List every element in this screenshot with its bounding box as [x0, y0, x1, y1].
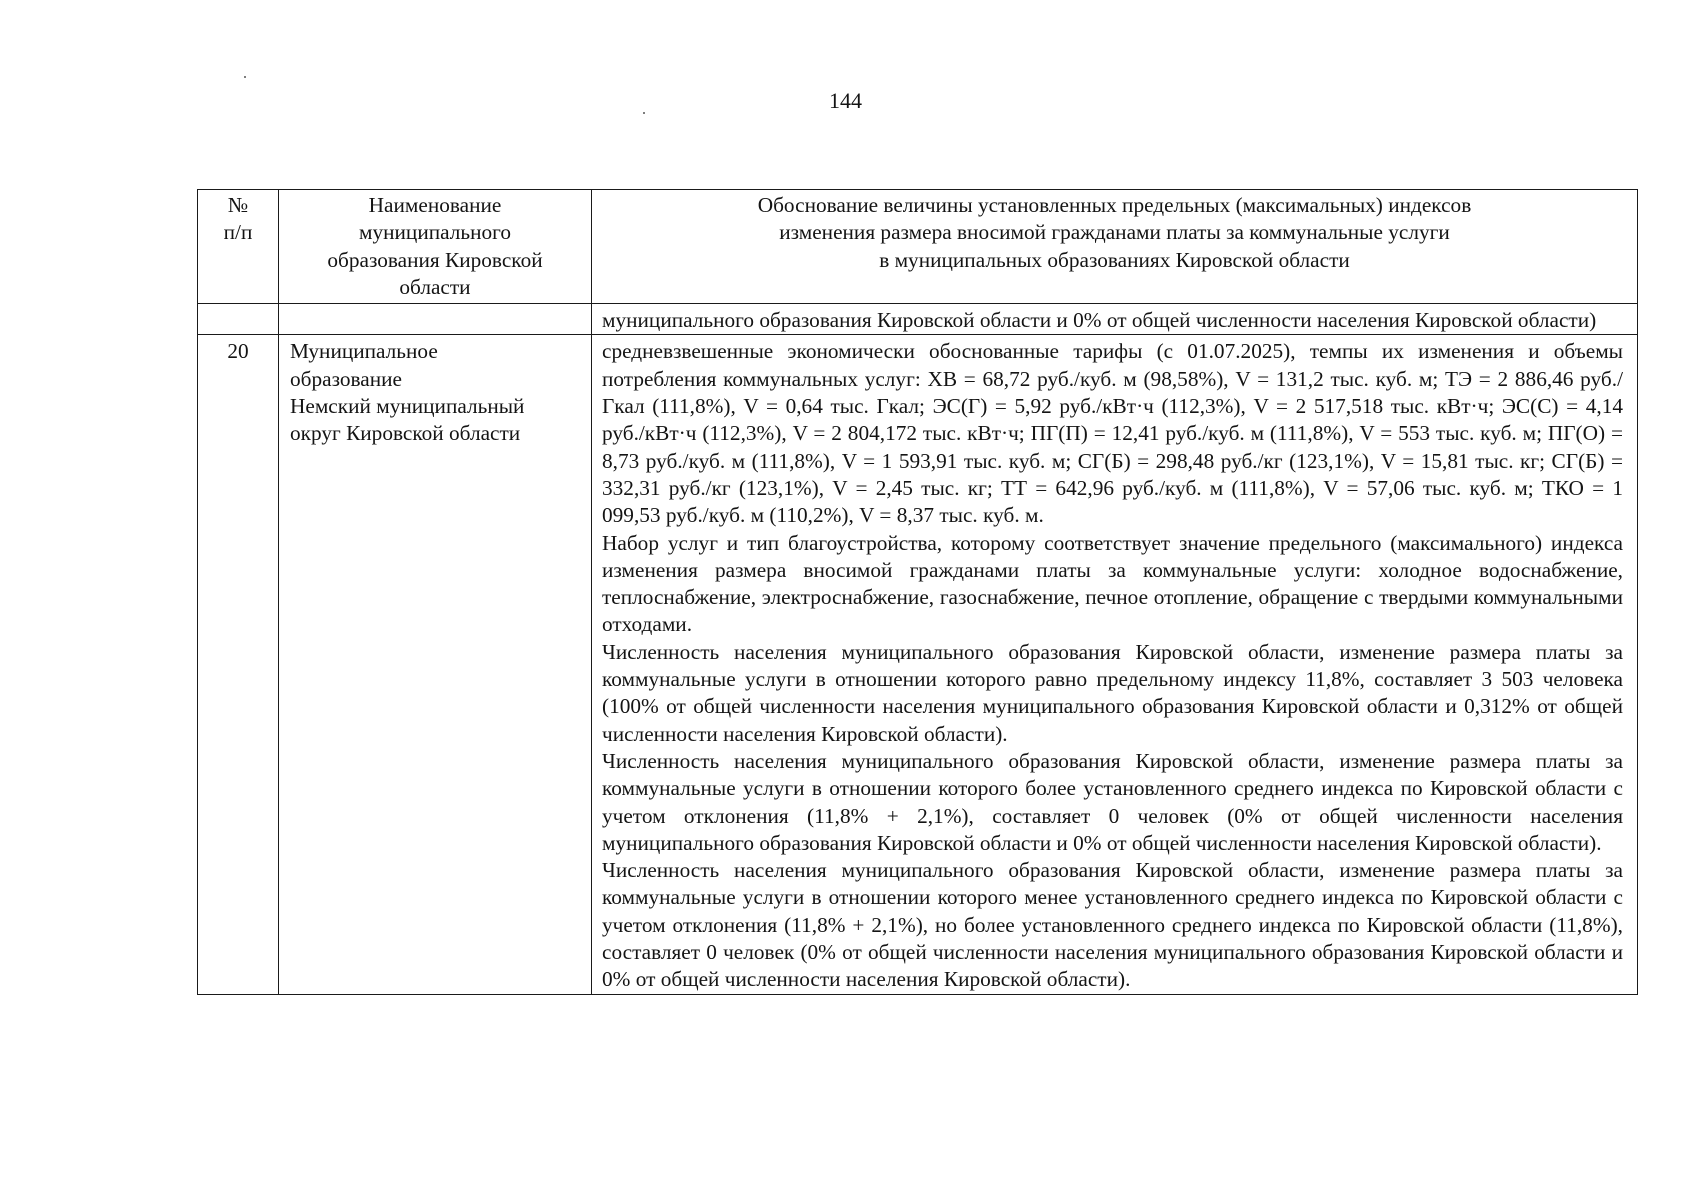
- header-justification-cell: [592, 190, 1638, 304]
- header-justification-line: изменения размера вносимой гражданами платы за коммунальные услуги: [779, 220, 1450, 245]
- row-number-cell: 20: [198, 335, 279, 994]
- header-name-line: образования Кировской: [327, 247, 543, 272]
- table-row-20: [198, 335, 1638, 994]
- header-number-line: №: [227, 193, 249, 217]
- population-below-index-paragraph: Численность населения муниципального образования Кировской области, изменение размера платы за коммунальные услуги в отношении которого менее установленного среднего индекса по Кировской области с учетом отклонения (11,8% + 2,1%), но более установленного среднего индекса по Кировской области (11,8%), составляет 0 человек (0% от общей численности населения муниципального образования Кировской области и 0% от общей численности населения Кировской области).: [602, 858, 1623, 992]
- header-justification-line: Обоснование величины установленных предельных (максимальных) индексов: [757, 193, 1472, 217]
- table-header-row: [198, 190, 1638, 304]
- continuation-row: [198, 304, 1638, 335]
- header-name-cell: [279, 190, 592, 304]
- continuation-number-cell: [198, 304, 279, 335]
- population-equal-index-paragraph: Численность населения муниципального образования Кировской области, изменение размера платы за коммунальные услуги в отношении которого равно предельному индексу 11,8%, составляет 3 503 человека (100% от общей численности населения муниципального образования Кировской области и 0,312% от общей численности населения Кировской области).: [602, 639, 1623, 746]
- municipality-name-cell: [279, 335, 592, 994]
- tariff-justification-table: [197, 189, 1638, 995]
- header-name-line: Наименование: [368, 193, 502, 217]
- header-number-line: п/п: [223, 220, 253, 245]
- justification-text-cell: [592, 335, 1638, 994]
- continuation-name-cell: [279, 304, 592, 335]
- header-number-cell: [198, 190, 279, 304]
- continuation-paragraph: муниципального образования Кировской области и 0% от общей численности населения Кировской области): [602, 308, 1597, 333]
- municipality-name-line: Немский муниципальный: [290, 394, 525, 419]
- population-above-index-paragraph: Численность населения муниципального образования Кировской области, изменение размера платы за коммунальные услуги в отношении которого более установленного среднего индекса по Кировской области с учетом отклонения (11,8% + 2,1%), составляет 0 человек (0% от общей численности населения муниципального образования Кировской области и 0% от общей численности населения Кировской области).: [602, 748, 1623, 855]
- scan-speck: [244, 76, 246, 78]
- header-justification-line: в муниципальных образованиях Кировской области: [879, 247, 1350, 272]
- header-name-line: области: [399, 274, 471, 299]
- page-number: 144: [829, 88, 862, 113]
- header-name-line: муниципального: [359, 220, 511, 245]
- municipality-name-line: округ Кировской области: [290, 421, 521, 446]
- continuation-text-cell: [592, 304, 1638, 335]
- municipality-name-line: образование: [290, 366, 402, 391]
- tariffs-paragraph: средневзвешенные экономически обоснованные тарифы (с 01.07.2025), темпы их изменения и объемы потребления коммунальных услуг: ХВ = 68,72 руб./куб. м (98,58%), V = 131,2 тыс. куб. м; ТЭ = 2 886,46 руб./Гкал (111,8%), V = 0,64 тыс. Гкал; ЭС(Г) = 5,92 руб./кВт·ч (112,3%), V = 2 517,518 тыс. кВт·ч; ЭС(С) = 4,14 руб./кВт·ч (112,3%), V = 2 804,172 тыс. кВт·ч; ПГ(П) = 12,41 руб./куб. м (111,8%), V = 553 тыс. куб. м; ПГ(О) = 8,73 руб./куб. м (111,8%), V = 1 593,91 тыс. куб. м; СГ(Б) = 298,48 руб./кг (123,1%), V = 15,81 тыс. кг; СГ(Б) = 332,31 руб./кг (123,1%), V = 2,45 тыс. кг; ТТ = 642,96 руб./куб. м (111,8%), V = 57,06 тыс. куб. м; ТКО = 1 099,53 руб./куб. м (110,2%), V = 8,37 тыс. куб. м.: [602, 339, 1623, 528]
- services-set-paragraph: Набор услуг и тип благоустройства, которому соответствует значение предельного (максимального) индекса изменения размера вносимой гражданами платы за коммунальные услуги: холодное водоснабжение, теплоснабжение, электроснабжение, газоснабжение, печное отопление, обращение с твердыми коммунальными отходами.: [602, 530, 1623, 637]
- municipality-name-line: Муниципальное: [290, 339, 438, 364]
